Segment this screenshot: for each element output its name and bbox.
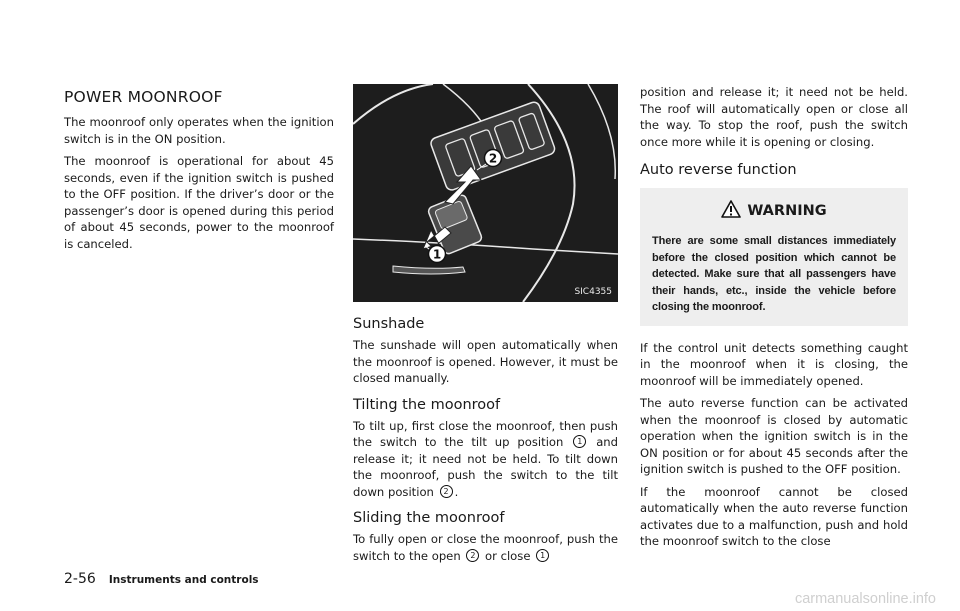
callout-2 xyxy=(485,150,502,167)
ref-2-icon: 2 xyxy=(440,485,453,498)
warning-triangle-icon xyxy=(721,200,741,218)
section-name: Instruments and controls xyxy=(108,574,259,586)
figure-code: SIC4355 xyxy=(574,287,612,297)
paragraph-ignition: The moonroof only operates when the ignition switch is in the ON position. xyxy=(64,115,334,146)
sliding-paragraph: To fully open or close the moonroof, push the switch to the open 2 or close 1 xyxy=(353,532,618,563)
warning-box xyxy=(640,188,908,326)
ref-1-icon: 1 xyxy=(536,549,549,562)
warning-header: WARNING xyxy=(652,200,896,219)
auto-reverse-paragraph-3: If the moonroof cannot be closed automatically when the auto reverse function activates due to a malfunction, push and hold the moonroof switch to the close xyxy=(640,484,908,548)
paragraph-operational: The moonroof is operational for about 45 seconds, even if the ignition switch is pushed to the OFF position. If the driver’s door or the passenger’s door is opened during this period of about 45 seconds, power to the moonroof is canceled. xyxy=(64,154,334,251)
section-title: POWER MOONROOF xyxy=(64,88,223,106)
column-left xyxy=(64,88,334,258)
continuation-paragraph: position and release it; it need not be held. The roof will automatically open or close all the way. To stop the roof, push the switch once more while it is opening or closing. xyxy=(640,85,908,149)
auto-reverse-paragraph-2: The auto reverse function can be activated when the moonroof is closed by automatic operation when the ignition switch is in the ON position or for about 45 seconds after the ignition switch is pushed to the OFF position. xyxy=(640,396,908,476)
ref-2-icon: 2 xyxy=(466,549,479,562)
sunshade-heading: Sunshade xyxy=(353,316,425,332)
tilting-paragraph: To tilt up, first close the moonroof, then push the switch to the tilt up position 1 and release it; it need not be held. To tilt down the moonroof, push the switch to the tilt down position 2 . xyxy=(353,418,619,499)
sliding-heading: Sliding the moonroof xyxy=(353,510,505,526)
moonroof-switch-illustration xyxy=(353,84,618,302)
svg-text:1: 1 xyxy=(432,247,442,262)
switch-diagram xyxy=(353,84,618,302)
callout-1 xyxy=(429,246,446,263)
warning-text: There are some small distances immediately before the closed position which cannot be detected. Make sure that all passengers have their hands, etc., inside the vehicle before closing the moonroof. xyxy=(652,235,896,313)
column-middle xyxy=(353,84,618,570)
watermark: carmanualsonline.info xyxy=(794,591,936,607)
column-right xyxy=(640,84,908,556)
auto-reverse-heading: Auto reverse function xyxy=(640,162,797,178)
ref-1-icon: 1 xyxy=(573,435,586,448)
auto-reverse-paragraph-1: If the control unit detects something caught in the moonroof when it is closing, the moonroof will be immediately opened. xyxy=(640,340,908,388)
page-footer xyxy=(64,568,259,587)
tilting-heading: Tilting the moonroof xyxy=(353,396,501,413)
sunshade-paragraph: The sunshade will open automatically when the moonroof is opened. However, it must be closed manually. xyxy=(353,338,618,385)
svg-text:2: 2 xyxy=(488,151,498,166)
page-number: 2-56 xyxy=(64,571,96,587)
